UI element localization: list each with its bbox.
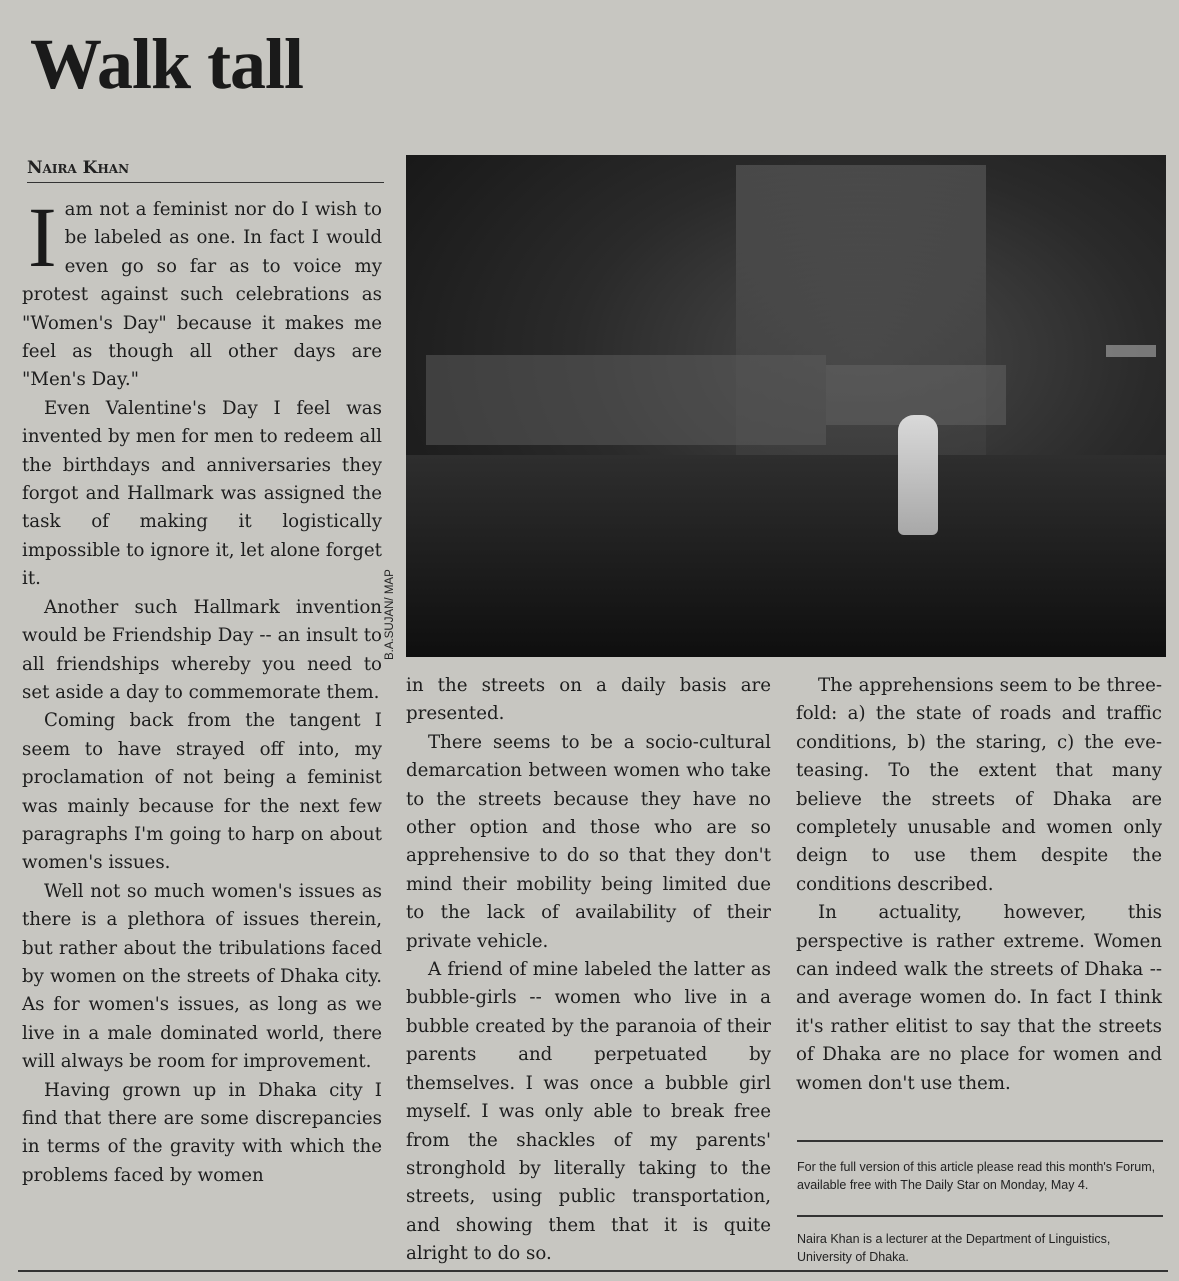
paragraph xyxy=(22,189,382,395)
street-photo xyxy=(406,155,1166,657)
headline: Walk tall xyxy=(30,24,304,104)
bottom-rule xyxy=(18,1270,1168,1272)
author-note: Naira Khan is a lecturer at the Department of Linguistics, University of Dhaka. xyxy=(797,1232,1111,1264)
column-3 xyxy=(796,672,1162,1098)
paragraph: In actuality, however, this perspective is rather extreme. Women can indeed walk the streets of Dhaka -- and average women do. In fact I think it's rather elitist to say that the streets of Dhaka are no place for women and women don't use them. xyxy=(796,902,1162,1094)
paragraph: Well not so much women's issues as there is a plethora of issues therein, but rather about the tribulations faced by women on the streets of Dhaka city. As for women's issues, as long as we live in a male dominated world, there will always be room for improvement. xyxy=(22,880,382,1073)
column-2 xyxy=(406,672,771,1269)
photo-bus xyxy=(426,355,826,445)
photo-credit: B.A.SUJAN/ MAP xyxy=(384,569,396,660)
drop-cap: I xyxy=(28,189,57,285)
paragraph: Even Valentine's Day I feel was invented by men for men to redeem all the birthdays and anniversaries they forgot and Hallmark was assigned the task of making it logistically impossible to ignore it, let alone forget it. xyxy=(22,397,382,590)
divider xyxy=(797,1140,1163,1142)
paragraph: The apprehensions seem to be three-fold: a) the state of roads and traffic conditions, b) the staring, c) the eve-teasing. To the extent that many believe the streets of Dhaka are completely unusable and women only deign to use them despite the conditions described. xyxy=(796,675,1162,895)
photo-woman-figure xyxy=(898,415,938,535)
paragraph: in the streets on a daily basis are presented. xyxy=(406,675,771,725)
paragraph: There seems to be a socio-cultural demarcation between women who take to the streets because they have no other option and those who are so apprehensive to do so that they don't mind their mobility being limited due to the lack of availability of their private vehicle. xyxy=(406,731,771,952)
paragraph: A friend of mine labeled the latter as bubble-girls -- women who live in a bubble created by the paranoia of their parents and perpetuated by themselves. I was once a bubble girl myself. I was only able to break free from the shackles of my parents' stronghold by literally taking to the streets, using public transportation, and showing them that it is quite alright to do so. xyxy=(406,959,771,1265)
paragraph: Another such Hallmark invention would be Friendship Day -- an insult to all friendships whereby you need to set aside a day to commemorate them. xyxy=(22,596,382,703)
divider xyxy=(797,1215,1163,1217)
paragraph: Having grown up in Dhaka city I find that there are some discrepancies in terms of the gravity with which the problems faced by women xyxy=(22,1079,382,1186)
column-1 xyxy=(22,189,382,1190)
paragraph-text: am not a feminist nor do I wish to be labeled as one. In fact I would even go so far as to voice my protest against such celebrations as "Women's Day" because it makes me feel as though all other days are "Men's Day." xyxy=(22,199,382,391)
byline: Naira Khan xyxy=(27,157,384,183)
photo-light xyxy=(1106,345,1156,357)
full-version-note: For the full version of this article please read this month's Forum, available free with The Daily Star on Monday, May 4. xyxy=(797,1160,1156,1192)
photo-road xyxy=(406,455,1166,657)
paragraph: Coming back from the tangent I seem to have strayed off into, my proclamation of not being a feminist was mainly because for the next few paragraphs I'm going to harp on about women's issues. xyxy=(22,710,382,874)
photo-building xyxy=(736,165,986,495)
